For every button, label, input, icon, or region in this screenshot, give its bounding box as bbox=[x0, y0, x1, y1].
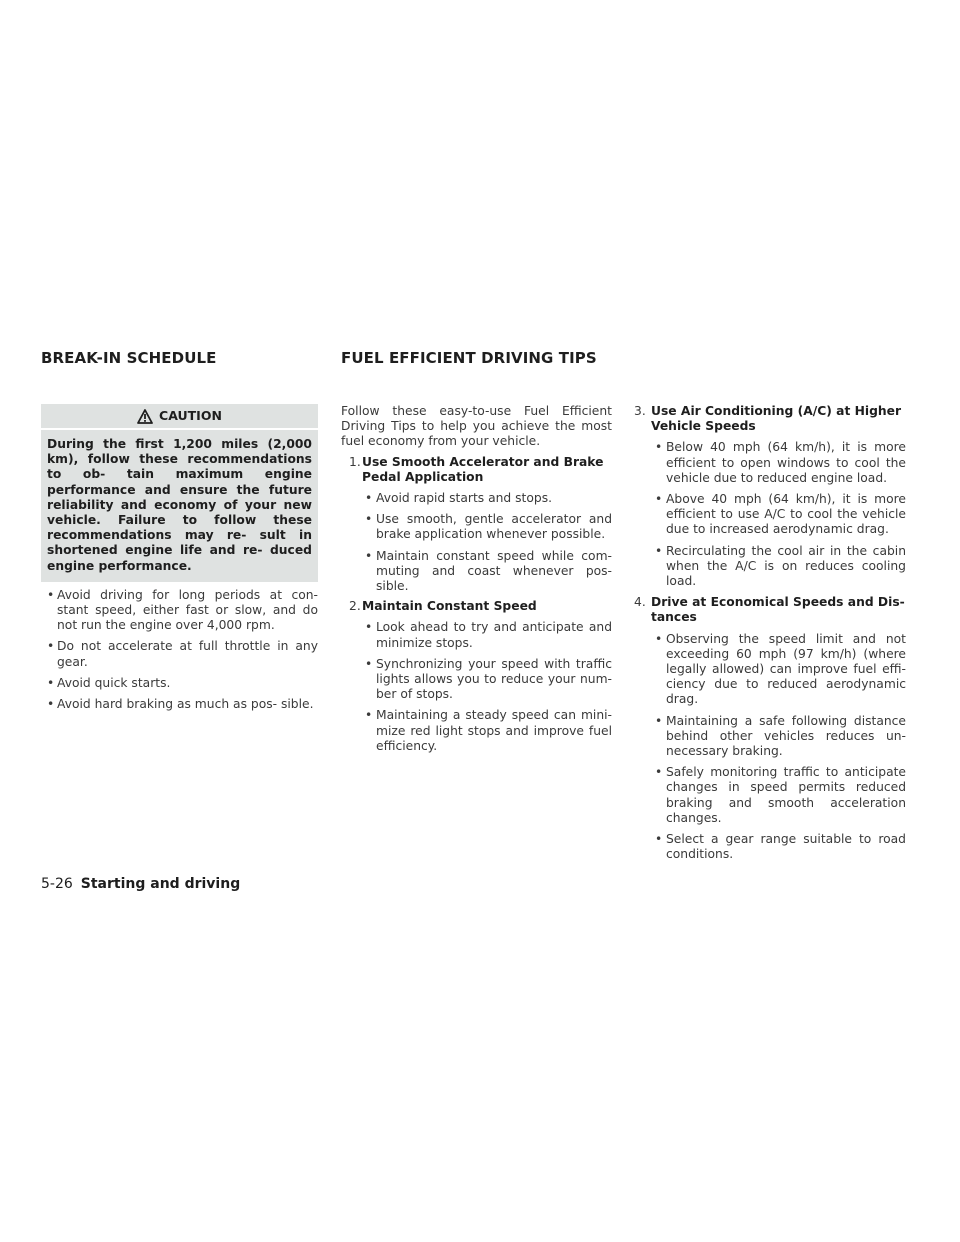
caution-header bbox=[41, 404, 318, 430]
caution-text: During the first 1,200 miles (2,000 km), follow these recommendations to ob- tain maximum engine performance and ensure the future reliability and economy of your new vehicle. Failure to follow these recommendations may re- sult in shortened engine life and re- duced engine performance. bbox=[47, 437, 312, 573]
list-item: • Do not accelerate at full throttle in any gear. bbox=[41, 639, 318, 669]
tip-title: Use Smooth Accelerator and Brake Pedal Application bbox=[362, 454, 604, 484]
tip-bullets bbox=[341, 620, 612, 754]
list-item: • Avoid driving for long periods at con- stant speed, either fast or slow, and do not run the engine over 4,000 rpm. bbox=[41, 588, 318, 634]
fuel-tips-column-2 bbox=[634, 404, 906, 862]
tip-3 bbox=[634, 404, 906, 589]
tip-bullets bbox=[634, 632, 906, 863]
break-in-schedule-heading: BREAK-IN SCHEDULE bbox=[41, 349, 217, 367]
tip-title: Use Air Conditioning (A/C) at Higher Vehicle Speeds bbox=[651, 404, 902, 434]
tip-heading bbox=[634, 404, 906, 434]
tip-number: 1. bbox=[349, 454, 361, 469]
tip-title: Maintain Constant Speed bbox=[362, 599, 537, 614]
tip-4 bbox=[634, 595, 906, 862]
tip-number: 2. bbox=[349, 599, 361, 614]
list-item: • Avoid rapid starts and stops. bbox=[361, 491, 612, 506]
tip-number: 4. bbox=[634, 595, 646, 610]
list-item: • Above 40 mph (64 km/h), it is more efficient to use A/C to cool the vehicle due to increased aerodynamic drag. bbox=[651, 492, 906, 538]
list-item: • Select a gear range suitable to road conditions. bbox=[651, 832, 906, 862]
tip-heading bbox=[634, 595, 906, 625]
list-item: • Safely monitoring traffic to anticipate changes in speed permits reduced braking and smooth acceleration changes. bbox=[651, 765, 906, 826]
page-number: 5-26 bbox=[41, 876, 73, 892]
list-item: • Look ahead to try and anticipate and minimize stops. bbox=[361, 620, 612, 650]
fuel-intro-text: Follow these easy-to-use Fuel Efficient Driving Tips to help you achieve the most fuel economy from your vehicle. bbox=[341, 404, 612, 449]
list-item: • Observing the speed limit and not exceeding 60 mph (97 km/h) (where legally allowed) can improve fuel effi- ciency due to reduced aerodynamic drag. bbox=[651, 632, 906, 708]
list-item: • Below 40 mph (64 km/h), it is more efficient to open windows to cool the vehicle due to reduced engine load. bbox=[651, 440, 906, 486]
caution-box bbox=[41, 404, 318, 582]
tip-title: Drive at Economical Speeds and Dis- tances bbox=[651, 595, 905, 625]
page-footer bbox=[41, 877, 240, 892]
list-item: • Maintaining a safe following distance behind other vehicles reduces un- necessary braking. bbox=[651, 714, 906, 760]
warning-triangle-icon bbox=[137, 409, 153, 424]
tip-heading bbox=[341, 455, 612, 485]
break-in-list bbox=[41, 588, 318, 712]
tip-1 bbox=[341, 455, 612, 595]
caution-label: CAUTION bbox=[159, 408, 222, 424]
list-item: • Recirculating the cool air in the cabin when the A/C is on reduces cooling load. bbox=[651, 544, 906, 590]
tip-bullets bbox=[634, 440, 906, 589]
fuel-tips-column-1 bbox=[341, 404, 612, 754]
tip-2 bbox=[341, 599, 612, 754]
chapter-title: Starting and driving bbox=[80, 876, 241, 892]
tip-bullets bbox=[341, 491, 612, 594]
list-item: • Synchronizing your speed with traffic lights allows you to reduce your num- ber of stops. bbox=[361, 657, 612, 703]
list-item: • Avoid hard braking as much as pos- sible. bbox=[41, 697, 318, 712]
list-item: • Maintaining a steady speed can mini- mize red light stops and improve fuel efficiency. bbox=[361, 708, 612, 754]
fuel-efficient-driving-tips-heading: FUEL EFFICIENT DRIVING TIPS bbox=[341, 349, 597, 367]
list-item: • Avoid quick starts. bbox=[41, 676, 318, 691]
list-item: • Maintain constant speed while com- muting and coast whenever pos- sible. bbox=[361, 549, 612, 595]
tip-number: 3. bbox=[634, 404, 646, 418]
break-in-column bbox=[41, 404, 318, 712]
tip-heading bbox=[341, 599, 612, 614]
list-item: • Use smooth, gentle accelerator and brake application whenever possible. bbox=[361, 512, 612, 542]
